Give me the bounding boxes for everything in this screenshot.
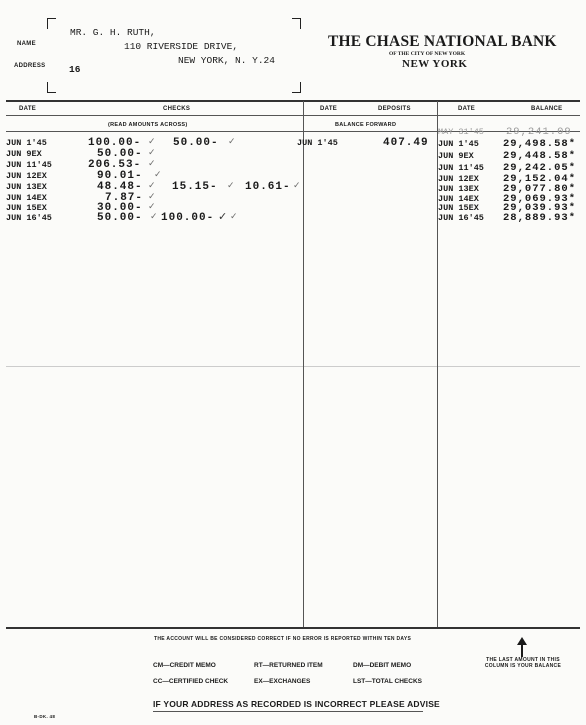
deposit-date: JUN 1'45 bbox=[297, 138, 338, 148]
list-item bbox=[6, 210, 303, 224]
check-amount: 15.15- bbox=[172, 181, 218, 193]
balance-amount: 29,039.93* bbox=[503, 202, 577, 214]
list-item bbox=[438, 151, 582, 162]
window-corner-bl bbox=[47, 82, 56, 93]
balance-amount: 28,889.93* bbox=[503, 212, 577, 224]
check-mark-icon: ✓ bbox=[150, 212, 158, 222]
check-mark-icon: ✓ bbox=[148, 148, 156, 158]
list-item bbox=[297, 138, 437, 149]
legend-returned-item: RT—RETURNED ITEM bbox=[254, 662, 323, 669]
entry-date: JUN 13EX bbox=[6, 182, 47, 192]
list-item bbox=[438, 139, 582, 150]
check-amount: 100.00- bbox=[161, 212, 215, 224]
balance-amount: 29,077.80* bbox=[503, 183, 577, 195]
divider-checks-deposits bbox=[303, 101, 304, 627]
list-item bbox=[438, 213, 582, 224]
check-amount: 50.00- bbox=[97, 148, 143, 160]
balance-date: JUN 16'45 bbox=[438, 213, 484, 223]
check-mark-icon: ✓ bbox=[148, 159, 156, 169]
check-amount: 50.00- bbox=[97, 212, 143, 224]
check-amount: 206.53- bbox=[88, 159, 142, 171]
col-header-deposits: DEPOSITS bbox=[378, 106, 411, 112]
entry-date: JUN 9EX bbox=[6, 149, 42, 159]
balance-date: JUN 11'45 bbox=[438, 163, 484, 173]
balance-date: JUN 9EX bbox=[438, 151, 474, 161]
bank-city: NEW YORK bbox=[402, 58, 468, 70]
ledger-bottom-rule bbox=[6, 627, 580, 629]
balance-forward-label: BALANCE FORWARD bbox=[335, 122, 397, 128]
check-mark-icon: ✓ bbox=[148, 137, 156, 147]
address-advise-notice: IF YOUR ADDRESS AS RECORDED IS INCORRECT PLEASE ADVISE bbox=[153, 699, 440, 709]
check-amount: 7.87- bbox=[105, 192, 144, 204]
header-top-rule bbox=[6, 100, 580, 102]
legend-credit-memo: CM—CREDIT MEMO bbox=[153, 662, 216, 669]
balance-amount: 29,498.58* bbox=[503, 138, 577, 150]
check-amount: 100.00- bbox=[88, 137, 142, 149]
customer-zone: 16 bbox=[69, 64, 81, 75]
window-corner-br bbox=[292, 82, 301, 93]
legend-total-checks: LST—TOTAL CHECKS bbox=[353, 678, 422, 685]
check-mark-icon: ✓ bbox=[154, 170, 162, 180]
check-amount: 50.00- bbox=[173, 137, 219, 149]
list-item bbox=[438, 127, 582, 138]
window-corner-tr bbox=[292, 18, 301, 29]
col-header-balance: BALANCE bbox=[531, 106, 563, 112]
legend-certified-check: CC—CERTIFIED CHECK bbox=[153, 678, 229, 685]
balance-amount: 29,241.09 bbox=[506, 126, 572, 138]
form-code: B-DK. 48 bbox=[34, 714, 56, 719]
customer-city: NEW YORK, N. Y.24 bbox=[178, 55, 275, 66]
col-header-date2: DATE bbox=[320, 106, 338, 112]
header-sub-rule bbox=[6, 115, 580, 116]
address-label: ADDRESS bbox=[14, 63, 46, 69]
check-amount: 30.00- bbox=[97, 202, 143, 214]
legend-debit-memo: DM—DEBIT MEMO bbox=[353, 662, 412, 669]
check-mark-icon: ✓ bbox=[230, 212, 238, 222]
balance-amount: 29,152.04* bbox=[503, 173, 577, 185]
balance-date: JUN 15EX bbox=[438, 203, 479, 213]
balance-date: JUN 12EX bbox=[438, 174, 479, 184]
check-mark-icon: ✓ bbox=[293, 181, 301, 191]
balance-date: MAY 31'45 bbox=[438, 127, 484, 137]
last-amount-note: THE LAST AMOUNT IN THIS COLUMN IS YOUR BALANCE bbox=[484, 657, 562, 669]
balance-date: JUN 14EX bbox=[438, 194, 479, 204]
entry-date: JUN 16'45 bbox=[6, 213, 52, 223]
check-amount: 48.48- bbox=[97, 181, 143, 193]
legend-exchanges: EX—EXCHANGES bbox=[254, 678, 311, 685]
col-header-date3: DATE bbox=[458, 106, 476, 112]
entry-date: JUN 14EX bbox=[6, 193, 47, 203]
check-mark-icon: ✓ bbox=[228, 137, 236, 147]
customer-street: 110 RIVERSIDE DRIVE, bbox=[124, 41, 239, 52]
col-header-date: DATE bbox=[19, 106, 37, 112]
check-mark-icon: ✓ bbox=[148, 202, 156, 212]
balance-date: JUN 1'45 bbox=[438, 139, 479, 149]
bank-name: THE CHASE NATIONAL BANK bbox=[328, 33, 557, 50]
check-mark-icon: ✓ bbox=[218, 210, 228, 223]
fold-line bbox=[6, 366, 580, 367]
balance-date: JUN 13EX bbox=[438, 184, 479, 194]
arrow-up-icon bbox=[516, 637, 528, 657]
advise-underline bbox=[153, 711, 423, 712]
entry-date: JUN 12EX bbox=[6, 171, 47, 181]
deposit-amount: 407.49 bbox=[383, 137, 429, 149]
read-amounts-across: (READ AMOUNTS ACROSS) bbox=[108, 122, 188, 128]
name-label: NAME bbox=[17, 41, 36, 47]
correctness-notice: THE ACCOUNT WILL BE CONSIDERED CORRECT IF NO ERROR IS REPORTED WITHIN TEN DAYS bbox=[154, 636, 412, 642]
check-amount: 90.01- bbox=[97, 170, 143, 182]
check-amount: 10.61- bbox=[245, 181, 291, 193]
col-header-checks: CHECKS bbox=[163, 106, 191, 112]
check-mark-icon: ✓ bbox=[148, 192, 156, 202]
window-corner-tl bbox=[47, 18, 56, 29]
check-mark-icon: ✓ bbox=[227, 181, 235, 191]
check-mark-icon: ✓ bbox=[148, 181, 156, 191]
customer-name: MR. G. H. RUTH, bbox=[70, 27, 156, 38]
entry-date: JUN 1'45 bbox=[6, 138, 47, 148]
entry-date: JUN 11'45 bbox=[6, 160, 52, 170]
bank-subtitle: OF THE CITY OF NEW YORK bbox=[389, 51, 466, 57]
balance-amount: 29,242.05* bbox=[503, 162, 577, 174]
entry-date: JUN 15EX bbox=[6, 203, 47, 213]
balance-amount: 29,069.93* bbox=[503, 193, 577, 205]
balance-amount: 29,448.58* bbox=[503, 150, 577, 162]
